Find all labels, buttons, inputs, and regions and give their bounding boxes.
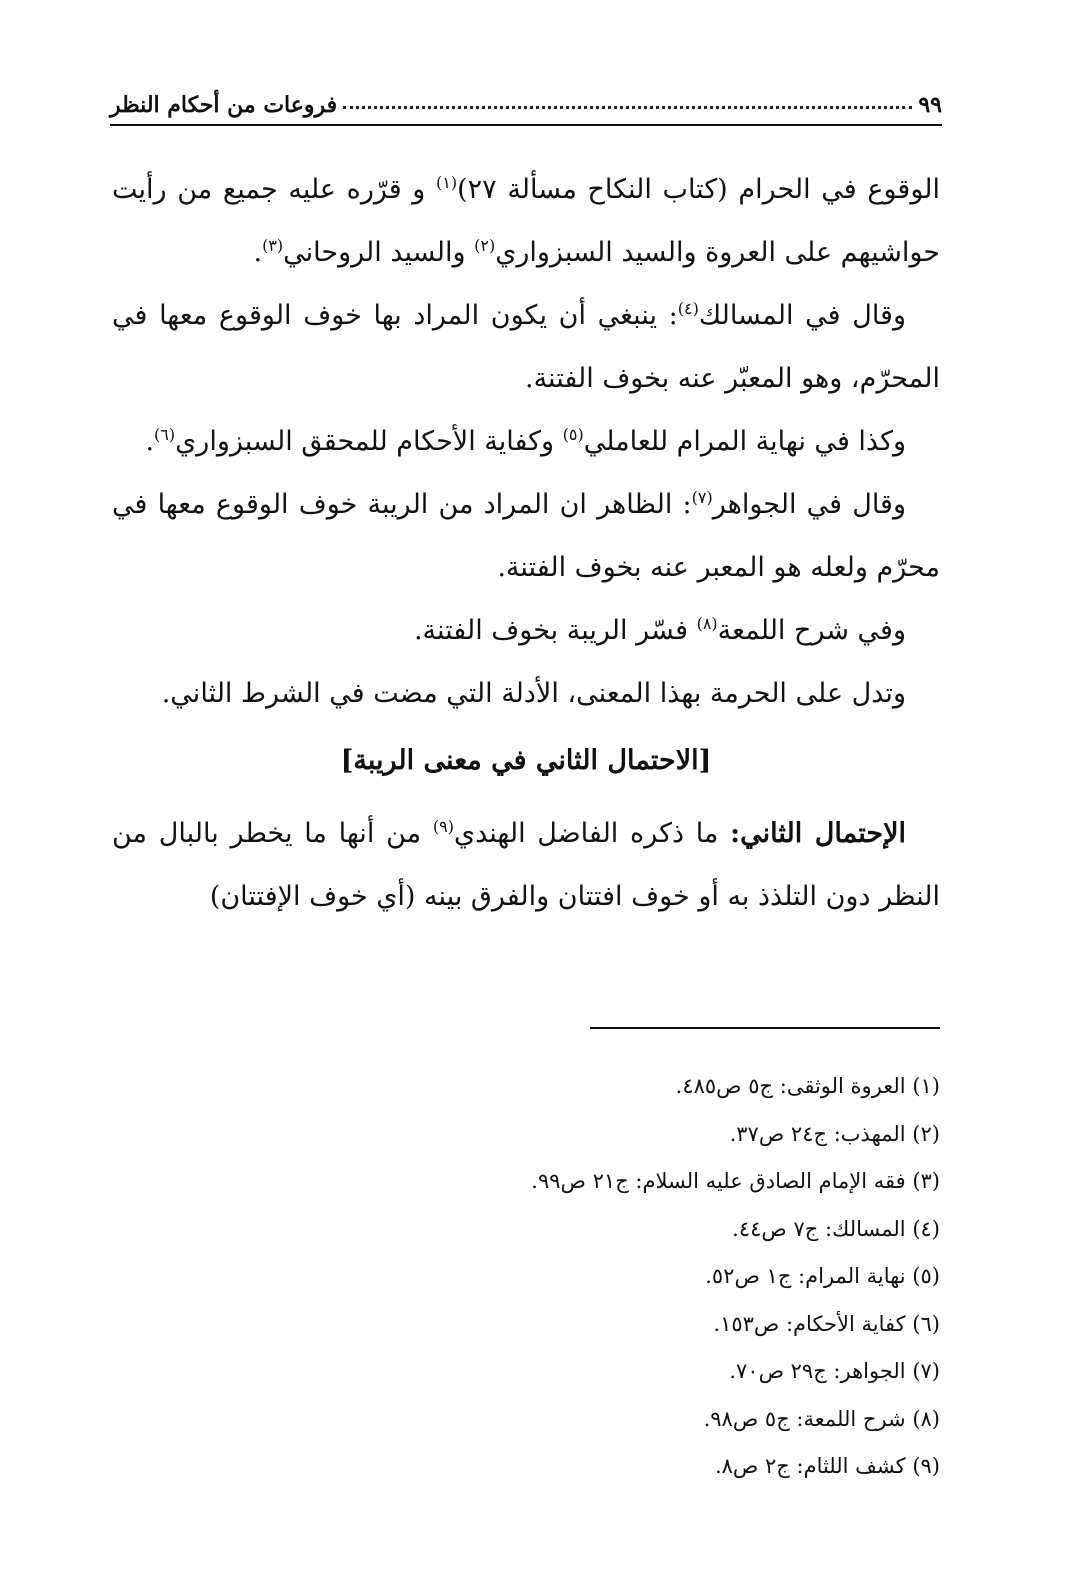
footnote-ref-4[interactable]: (٤) [677,299,699,318]
footnote-ref-8[interactable]: (٨) [696,614,718,633]
paragraph-7: الإحتمال الثاني: ما ذكره الفاضل الهندي$^{(٩)}$ من أنها ما يخطر بالبال من النظر دون التلذذ به أو خوف افتتان والفرق بينه (أي خوف الإفتتان) [112,817,940,912]
footnote-ref-9[interactable]: (٩) [432,817,454,836]
header-leader-dots [343,106,912,109]
footnote-9: (٩) كشف اللثام: ج٢ ص٨. [714,1454,940,1478]
page-number: ٩٩ [918,92,942,118]
footnote-4: (٤) المسالك: ج٧ ص٤٤. [732,1216,940,1241]
footnote-ref-6[interactable]: (٦) [154,425,176,444]
footnote-8: (٨) شرح اللمعة: ج٥ ص٩٨. [703,1406,940,1431]
footnote-3: (٣) فقه الإمام الصادق عليه السلام: ج٢١ ص٩٩. [531,1169,940,1193]
running-header [110,78,942,118]
footnote-5: (٥) نهاية المرام: ج١ ص٥٢. [705,1264,940,1288]
footnote-2: (٢) المهذب: ج٢٤ ص٣٧. [729,1121,940,1146]
footnote-6: (٦) كفاية الأحكام: ص١٥٣. [713,1311,940,1336]
main-text [112,158,940,928]
running-title: فروعات من أحكام النظر [110,92,338,118]
footnote-1: (١) العروة الوثقى: ج٥ ص٤٨٥. [675,1074,940,1098]
footnote-ref-3[interactable]: (٣) [262,236,284,255]
footnote-ref-7[interactable]: (٧) [691,488,713,507]
footnote-ref-2[interactable]: (٢) [474,236,496,255]
paragraph-4: وقال في الجواهر$^{(٧)}$: الظاهر ان المراد من الريبة خوف الوقوع معها في محرّم ولعله هو المعبر عنه بخوف الفتنة. [112,488,940,583]
footnote-7: (٧) الجواهر: ج٢٩ ص٧٠. [729,1359,940,1383]
paragraph-6: وتدل على الحرمة بهذا المعنى، الأدلة التي مضت في الشرط الثاني. [161,678,906,709]
paragraph-5: وفي شرح اللمعة$^{(٨)}$ فسّر الريبة بخوف الفتنة. [413,614,906,646]
header-rule [110,124,942,126]
paragraph-1: الوقوع في الحرام (كتاب النكاح مسألة ٢٧)$^{(١)}$ و قرّره عليه جميع من رأيت حواشيهم على العروة والسيد السبزواري$^{(٢)}$ والسيد الروحاني$^{(٣)}$. [112,173,940,268]
footnote-separator [590,1027,940,1029]
paragraph-2: وقال في المسالك$^{(٤)}$: ينبغي أن يكون المراد بها خوف الوقوع معها في المحرّم، وهو المعبّر عنه بخوف الفتنة. [112,299,940,394]
bold-lead: الإحتمال الثاني: [730,818,906,849]
footnote-ref-1[interactable]: (١) [436,173,458,192]
section-heading: [الاحتمال الثاني في معنى الريبة] [340,745,712,776]
footnote-ref-5[interactable]: (٥) [562,425,584,444]
paragraph-3: وكذا في نهاية المرام للعاملي$^{(٥)}$ وكفاية الأحكام للمحقق السبزواري$^{(٦)}$. [145,425,906,457]
footnotes [112,1063,940,1491]
